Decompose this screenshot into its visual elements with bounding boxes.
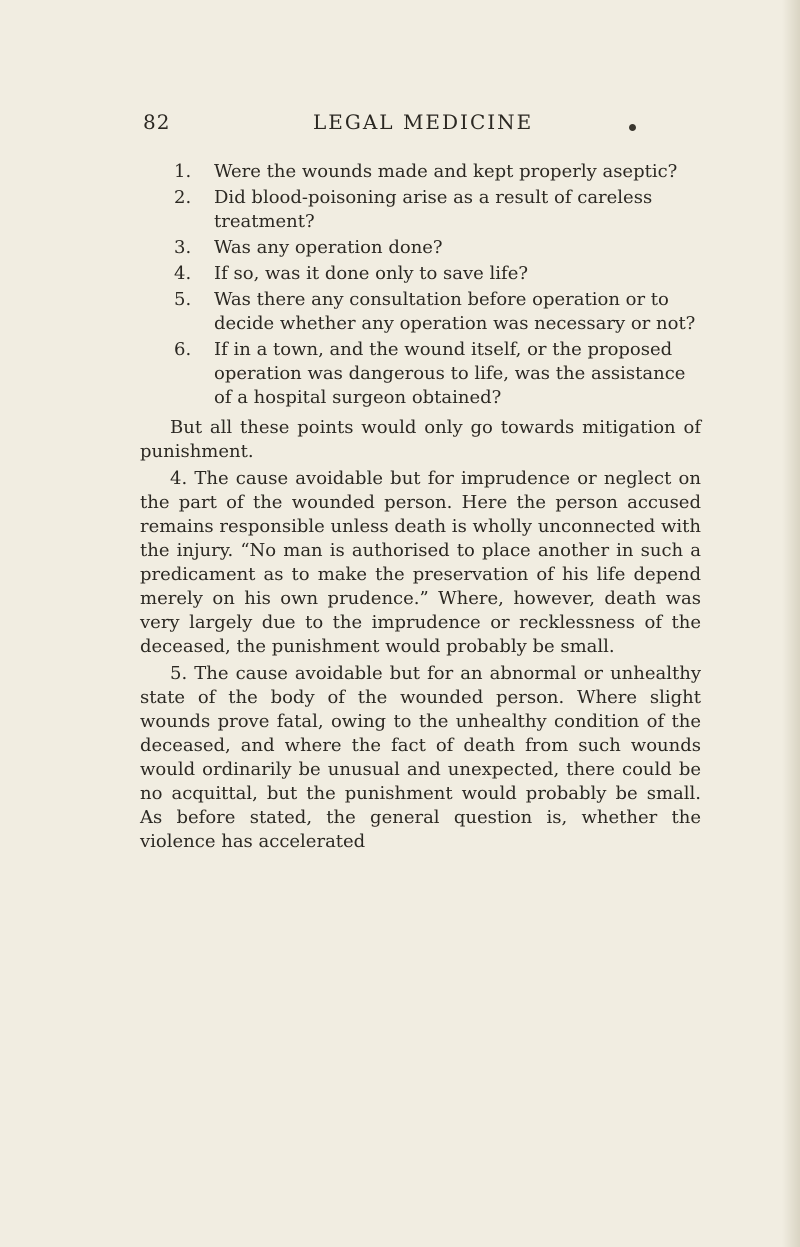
list-item-text: Were the wounds made and kept properly aseptic? [214, 161, 678, 182]
paragraph-imprudence: 4. The cause avoidable but for imprudence or neglect on the part of the wounded person. Here the person accused remains responsible unless death is wholly unconnected with the injury. “No man is authorised to place another in such a predicament as to make the preservation of his life depend merely on his own prudence.” Where, however, death was very largely due to the imprudence or recklessness of the deceased, the punishment would probably be small. [140, 468, 701, 657]
ink-dot [629, 124, 636, 131]
list-item-text: Was any operation done? [214, 237, 443, 258]
running-head: LEGAL MEDICINE [313, 110, 534, 134]
list-item-number: 4. [174, 263, 192, 284]
paragraph-mitigation: But all these points would only go towards mitigation of punishment. [140, 417, 701, 462]
list-item-number: 2. [174, 187, 192, 208]
page-body [140, 160, 701, 857]
list-item [174, 288, 701, 336]
list-item [174, 262, 701, 286]
page-number: 82 [143, 110, 171, 134]
list-item-text: Did blood-poisoning arise as a result of careless treatment? [214, 187, 653, 232]
list-item-number: 6. [174, 339, 192, 360]
list-item-number: 1. [174, 161, 192, 182]
list-item [174, 160, 701, 184]
list-item-number: 5. [174, 289, 192, 310]
list-item [174, 186, 701, 234]
list-item-number: 3. [174, 237, 192, 258]
list-item-text: If so, was it done only to save life? [214, 263, 529, 284]
paragraph-abnormal-state: 5. The cause avoidable but for an abnormal or unhealthy state of the body of the wounded person. Where slight wounds prove fatal, owing to the unhealthy condition of the deceased, and where the fact of death from such wounds would ordinarily be unusual and unexpected, there could be no acquittal, but the punishment would probably be small. As before stated, the general question is, whether the violence has accelerated [140, 663, 701, 852]
page-edge-shadow [782, 0, 800, 1247]
list-item [174, 338, 701, 410]
page-header [143, 110, 683, 140]
list-item-text: Was there any consultation before operation or to decide whether any operation was necessary or not? [214, 289, 696, 334]
list-item-text: If in a town, and the wound itself, or the proposed operation was dangerous to life, was the assistance of a hospital surgeon obtained? [214, 339, 686, 408]
question-list [174, 160, 701, 410]
list-item [174, 236, 701, 260]
